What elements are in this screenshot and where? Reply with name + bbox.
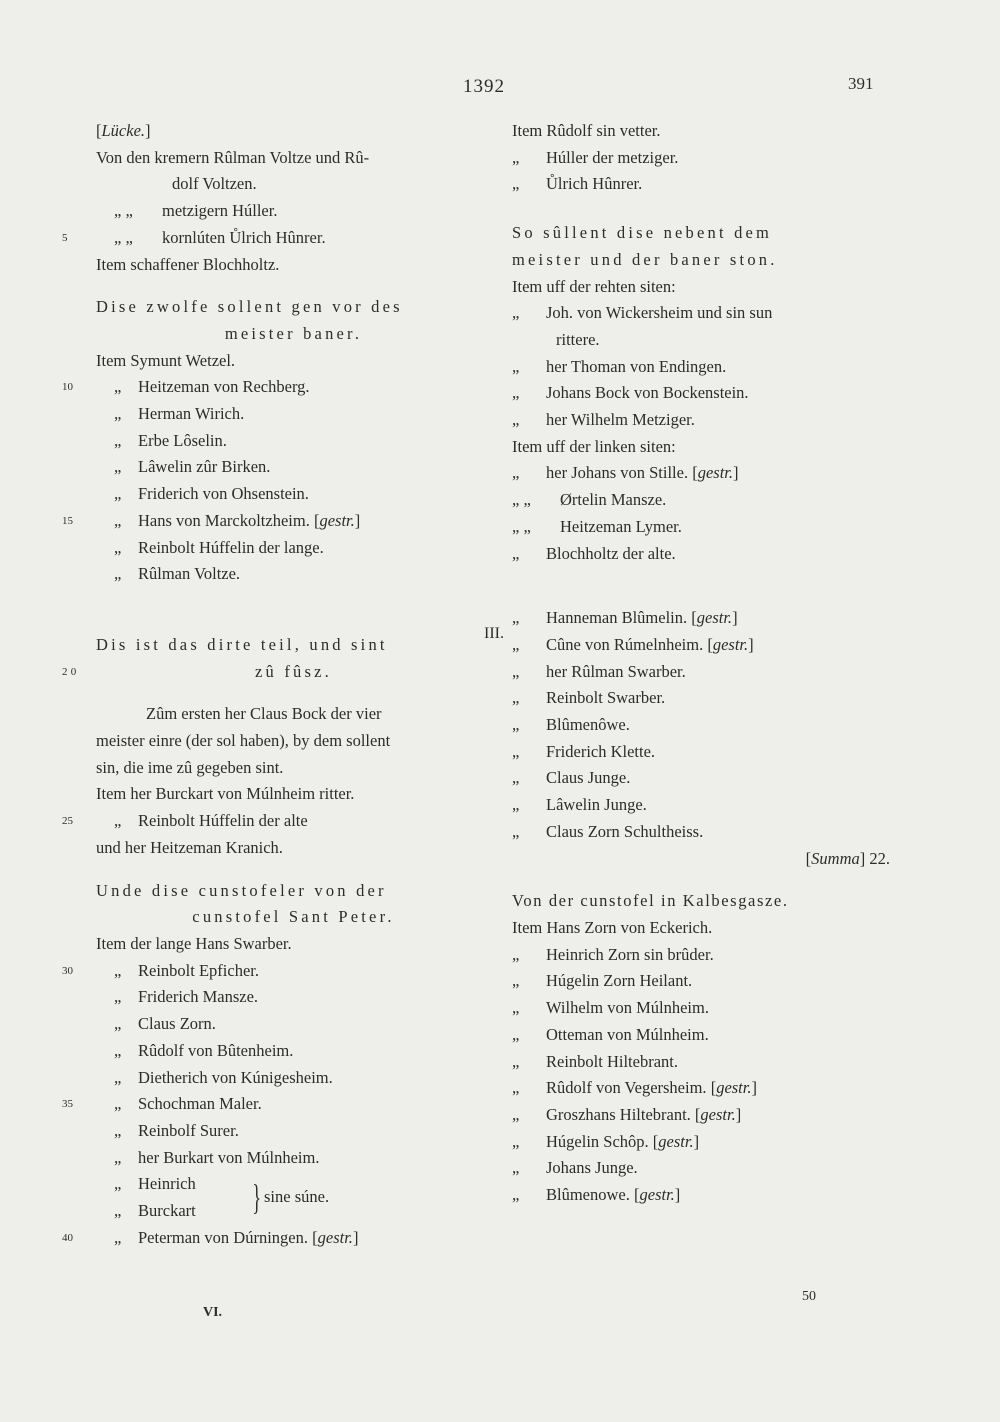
line-text: Reinbolt Epficher. bbox=[138, 960, 259, 980]
line-text: Cûne von Rúmelnheim. [gestr.] bbox=[546, 634, 754, 654]
text-line bbox=[62, 1091, 491, 1118]
text-line bbox=[62, 1225, 491, 1252]
ditto-mark: „ bbox=[114, 1227, 122, 1247]
ditto-mark: „ bbox=[512, 147, 520, 167]
text-line bbox=[512, 541, 892, 568]
line-text: [Lücke.] bbox=[96, 121, 151, 140]
text-line bbox=[96, 781, 491, 808]
ditto-mark: „ „ bbox=[114, 201, 133, 221]
ditto-mark: „ „ bbox=[512, 490, 531, 510]
text-line bbox=[96, 118, 491, 145]
text-line bbox=[96, 561, 491, 588]
ditto-mark: „ bbox=[512, 1131, 520, 1151]
text-line bbox=[512, 1182, 892, 1209]
line-text: Hans von Marckoltzheim. [gestr.] bbox=[138, 510, 361, 530]
ditto-mark: „ bbox=[114, 1067, 122, 1087]
line-text: meister baner. bbox=[224, 323, 363, 343]
ditto-mark: „ bbox=[114, 484, 122, 504]
ditto-mark: „ bbox=[114, 564, 122, 584]
line-number: 10 bbox=[62, 381, 73, 394]
ditto-mark: „ bbox=[512, 998, 520, 1018]
ditto-mark: „ bbox=[512, 463, 520, 483]
text-line bbox=[512, 1155, 892, 1182]
line-text: So sûllent dise nebent dem bbox=[512, 223, 773, 243]
text-line bbox=[62, 374, 491, 401]
line-text: Blûmenowe. [gestr.] bbox=[546, 1185, 681, 1205]
text-line bbox=[512, 712, 892, 739]
line-number: 15 bbox=[62, 514, 73, 527]
line-text: Joh. von Wickersheim und sin sun bbox=[546, 303, 773, 323]
text-line bbox=[96, 728, 491, 755]
line-text: Dietherich von Kúnigesheim. bbox=[138, 1067, 333, 1087]
ditto-mark: „ bbox=[114, 404, 122, 424]
line-text: Dise zwolfe sollent gen vor des bbox=[96, 297, 403, 317]
text-line bbox=[512, 1022, 892, 1049]
ditto-mark: „ bbox=[114, 537, 122, 557]
brace-mark: } bbox=[252, 1177, 261, 1218]
text-line bbox=[96, 348, 491, 375]
ditto-mark: „ bbox=[114, 1014, 122, 1034]
text-line bbox=[96, 252, 491, 279]
line-text: Hanneman Blûmelin. [gestr.] bbox=[546, 608, 738, 628]
ditto-mark: „ bbox=[114, 377, 122, 397]
text-line bbox=[96, 428, 491, 455]
line-number: 40 bbox=[62, 1231, 73, 1244]
text-line bbox=[62, 808, 491, 835]
text-line bbox=[96, 535, 491, 562]
text-line bbox=[512, 354, 892, 381]
line-text: Lâwelin zûr Birken. bbox=[138, 457, 271, 477]
footer-signature: VI. bbox=[203, 1305, 223, 1320]
text-line bbox=[96, 321, 491, 348]
ditto-mark: „ bbox=[512, 821, 520, 841]
text-line bbox=[96, 755, 491, 782]
ditto-mark: „ bbox=[512, 971, 520, 991]
text-line bbox=[96, 198, 491, 225]
right-column bbox=[512, 118, 892, 1209]
line-text: Groszhans Hiltebrant. [gestr.] bbox=[546, 1104, 742, 1124]
ditto-mark: „ bbox=[512, 410, 520, 430]
text-line bbox=[96, 878, 491, 905]
text-line bbox=[62, 225, 491, 252]
section-marker: III. bbox=[484, 625, 504, 642]
text-line bbox=[512, 171, 892, 198]
line-text: Heitzeman von Rechberg. bbox=[138, 377, 310, 397]
line-text: Item her Burckart von Múlnheim ritter. bbox=[96, 784, 355, 804]
ditto-mark: „ bbox=[114, 510, 122, 530]
line-text: Reinbolt Húffelin der alte bbox=[138, 811, 308, 831]
text-line bbox=[96, 401, 491, 428]
text-line bbox=[512, 514, 892, 541]
text-line bbox=[512, 819, 892, 846]
line-text: Claus Zorn Schultheiss. bbox=[546, 821, 704, 841]
line-text: her Burkart von Múlnheim. bbox=[138, 1147, 320, 1167]
page-header-year: 1392 bbox=[463, 76, 505, 97]
text-line bbox=[96, 145, 491, 172]
ditto-mark: „ bbox=[114, 1094, 122, 1114]
ditto-mark: „ bbox=[114, 1120, 122, 1140]
ditto-mark: „ bbox=[114, 811, 122, 831]
line-text: her Rûlman Swarber. bbox=[546, 661, 686, 681]
footer-sheet-number: 50 bbox=[802, 1289, 816, 1304]
ditto-mark: „ bbox=[114, 430, 122, 450]
ditto-mark: „ bbox=[512, 1104, 520, 1124]
text-line bbox=[512, 274, 892, 301]
text-line bbox=[96, 454, 491, 481]
line-text: sin, die ime zû gegeben sint. bbox=[96, 757, 284, 777]
text-line bbox=[96, 1198, 491, 1225]
text-line bbox=[512, 995, 892, 1022]
text-line bbox=[512, 915, 892, 942]
line-text: Item uff der rehten siten: bbox=[512, 276, 676, 296]
line-text: Heinrich Zorn sin brûder. bbox=[546, 944, 714, 964]
line-text: Blochholtz der alte. bbox=[546, 543, 676, 563]
text-line bbox=[512, 1102, 892, 1129]
text-line bbox=[62, 958, 491, 985]
line-text: Lâwelin Junge. bbox=[546, 795, 647, 815]
ditto-mark: „ bbox=[512, 1051, 520, 1071]
text-line bbox=[96, 1065, 491, 1092]
line-text: Claus Zorn. bbox=[138, 1014, 216, 1034]
ditto-mark: „ bbox=[512, 608, 520, 628]
ditto-mark: „ bbox=[114, 457, 122, 477]
line-text: Item Rûdolf sin vetter. bbox=[512, 121, 661, 140]
line-text: her Johans von Stille. [gestr.] bbox=[546, 463, 739, 483]
line-text: her Wilhelm Metziger. bbox=[546, 410, 695, 430]
line-text: Unde dise cunstofeler von der bbox=[96, 880, 387, 900]
text-line bbox=[62, 659, 491, 686]
text-line bbox=[512, 685, 892, 712]
ditto-mark: „ bbox=[512, 1158, 520, 1178]
line-text: [Summa] 22. bbox=[805, 848, 890, 868]
text-line bbox=[512, 407, 892, 434]
ditto-mark: „ bbox=[512, 768, 520, 788]
line-text: Húgelin Zorn Heilant. bbox=[546, 971, 693, 991]
line-text: Reinbolt Swarber. bbox=[546, 688, 666, 708]
line-text: Ørtelin Mansze. bbox=[560, 490, 667, 510]
text-line bbox=[512, 220, 892, 247]
ditto-mark: „ bbox=[512, 741, 520, 761]
line-text: Reinbolt Húffelin der lange. bbox=[138, 537, 324, 557]
ditto-mark: „ bbox=[114, 1040, 122, 1060]
ditto-mark: „ bbox=[512, 944, 520, 964]
ditto-mark: „ bbox=[512, 1024, 520, 1044]
text-line bbox=[512, 632, 892, 659]
text-line bbox=[96, 294, 491, 321]
ditto-mark: „ „ bbox=[114, 227, 133, 247]
line-number: 30 bbox=[62, 964, 73, 977]
ditto-mark: „ bbox=[512, 688, 520, 708]
line-text: Friderich Mansze. bbox=[138, 987, 259, 1007]
line-number: 25 bbox=[62, 815, 73, 828]
ditto-mark: „ bbox=[512, 174, 520, 194]
line-text: Zûm ersten her Claus Bock der vier bbox=[146, 704, 382, 724]
text-line bbox=[512, 739, 892, 766]
line-text: Item der lange Hans Swarber. bbox=[96, 933, 292, 953]
line-number: 20 bbox=[62, 665, 80, 678]
line-text: Ůlrich Hûnrer. bbox=[546, 174, 643, 194]
ditto-mark: „ bbox=[512, 661, 520, 681]
line-text: meister einre (der sol haben), by dem sollent bbox=[96, 731, 391, 751]
line-text: Von der cunstofel in Kalbesgasze. bbox=[512, 891, 789, 911]
ditto-mark: „ bbox=[114, 960, 122, 980]
text-line bbox=[96, 1145, 491, 1172]
line-text: Rûlman Voltze. bbox=[138, 564, 241, 584]
text-line bbox=[96, 1011, 491, 1038]
line-text: Peterman von Dúrningen. [gestr.] bbox=[138, 1227, 359, 1247]
line-text: Wilhelm von Múlnheim. bbox=[546, 998, 709, 1018]
ditto-mark: „ bbox=[512, 383, 520, 403]
line-text: cunstofel Sant Peter. bbox=[192, 907, 395, 927]
ditto-mark: „ bbox=[512, 634, 520, 654]
text-line bbox=[512, 118, 892, 145]
ditto-mark: „ bbox=[512, 1078, 520, 1098]
line-text: Reinbolt Hiltebrant. bbox=[546, 1051, 678, 1071]
brace-annotation: sine súne. bbox=[264, 1187, 330, 1207]
text-line bbox=[512, 380, 892, 407]
line-text: kornlúten Ůlrich Hûnrer. bbox=[162, 227, 326, 247]
text-line bbox=[512, 968, 892, 995]
line-text: Rûdolf von Vegersheim. [gestr.] bbox=[546, 1078, 757, 1098]
text-line bbox=[512, 327, 892, 354]
line-text: Húgelin Schôp. [gestr.] bbox=[546, 1131, 700, 1151]
line-text: Húller der metziger. bbox=[546, 147, 679, 167]
ditto-mark: „ bbox=[512, 1185, 520, 1205]
text-line bbox=[512, 888, 892, 915]
line-number: 35 bbox=[62, 1098, 73, 1111]
text-line bbox=[96, 1038, 491, 1065]
line-text: Johans Junge. bbox=[546, 1158, 638, 1178]
text-line bbox=[512, 1129, 892, 1156]
line-text: Heitzeman Lymer. bbox=[560, 516, 682, 536]
line-text: dolf Voltzen. bbox=[172, 174, 257, 194]
line-text: meister und der baner ston. bbox=[512, 249, 778, 269]
text-line bbox=[96, 984, 491, 1011]
line-number: 5 bbox=[62, 231, 68, 244]
line-text: rittere. bbox=[556, 329, 600, 349]
text-line bbox=[512, 605, 892, 632]
ditto-mark: „ bbox=[114, 1201, 122, 1221]
text-line bbox=[96, 632, 491, 659]
text-line bbox=[512, 659, 892, 686]
line-text: Johans Bock von Bockenstein. bbox=[546, 383, 749, 403]
text-line bbox=[512, 487, 892, 514]
line-text: Item schaffener Blochholtz. bbox=[96, 254, 280, 274]
ditto-mark: „ bbox=[114, 987, 122, 1007]
left-column bbox=[62, 118, 491, 1251]
text-line bbox=[96, 171, 491, 198]
text-line bbox=[512, 846, 892, 873]
line-text: Schochman Maler. bbox=[138, 1094, 262, 1114]
ditto-mark: „ bbox=[114, 1174, 122, 1194]
line-text: Heinrich bbox=[138, 1174, 196, 1194]
line-text: Von den kremern Rûlman Voltze und Rû- bbox=[96, 147, 370, 167]
line-text: Item Hans Zorn von Eckerich. bbox=[512, 917, 713, 937]
line-text: Item uff der linken siten: bbox=[512, 436, 676, 456]
text-line bbox=[512, 1049, 892, 1076]
text-line bbox=[512, 247, 892, 274]
line-text: und her Heitzeman Kranich. bbox=[96, 837, 283, 857]
text-line bbox=[96, 904, 491, 931]
text-line bbox=[96, 931, 491, 958]
line-text: Erbe Lôselin. bbox=[138, 430, 227, 450]
text-line bbox=[96, 835, 491, 862]
line-text: Friderich Klette. bbox=[546, 741, 656, 761]
ditto-mark: „ bbox=[512, 543, 520, 563]
text-line bbox=[512, 434, 892, 461]
ditto-mark: „ bbox=[512, 795, 520, 815]
ditto-mark: „ „ bbox=[512, 516, 531, 536]
text-line bbox=[96, 1118, 491, 1145]
line-text: Claus Junge. bbox=[546, 768, 631, 788]
line-text: Burckart bbox=[138, 1201, 196, 1221]
line-text: Rûdolf von Bûtenheim. bbox=[138, 1040, 294, 1060]
page-number: 391 bbox=[848, 74, 874, 93]
ditto-mark: „ bbox=[512, 303, 520, 323]
text-line bbox=[512, 765, 892, 792]
text-line bbox=[512, 942, 892, 969]
text-line bbox=[512, 145, 892, 172]
line-text: Herman Wirich. bbox=[138, 404, 245, 424]
text-line bbox=[62, 508, 491, 535]
text-line bbox=[512, 1075, 892, 1102]
line-text: her Thoman von Endingen. bbox=[546, 356, 727, 376]
line-text: Otteman von Múlnheim. bbox=[546, 1024, 709, 1044]
text-line bbox=[512, 460, 892, 487]
line-text: zû fûsz. bbox=[255, 661, 332, 681]
text-line bbox=[96, 701, 491, 728]
line-text: Friderich von Ohsenstein. bbox=[138, 484, 309, 504]
ditto-mark: „ bbox=[512, 356, 520, 376]
line-text: Reinbolf Surer. bbox=[138, 1120, 239, 1140]
line-text: metzigern Húller. bbox=[162, 201, 278, 221]
line-text: Item Symunt Wetzel. bbox=[96, 350, 236, 370]
ditto-mark: „ bbox=[114, 1147, 122, 1167]
text-line bbox=[512, 300, 892, 327]
ditto-mark: „ bbox=[512, 715, 520, 735]
line-text: Blûmenôwe. bbox=[546, 715, 630, 735]
line-text: Dis ist das dirte teil, und sint bbox=[96, 634, 388, 654]
text-line bbox=[96, 481, 491, 508]
text-line bbox=[512, 792, 892, 819]
